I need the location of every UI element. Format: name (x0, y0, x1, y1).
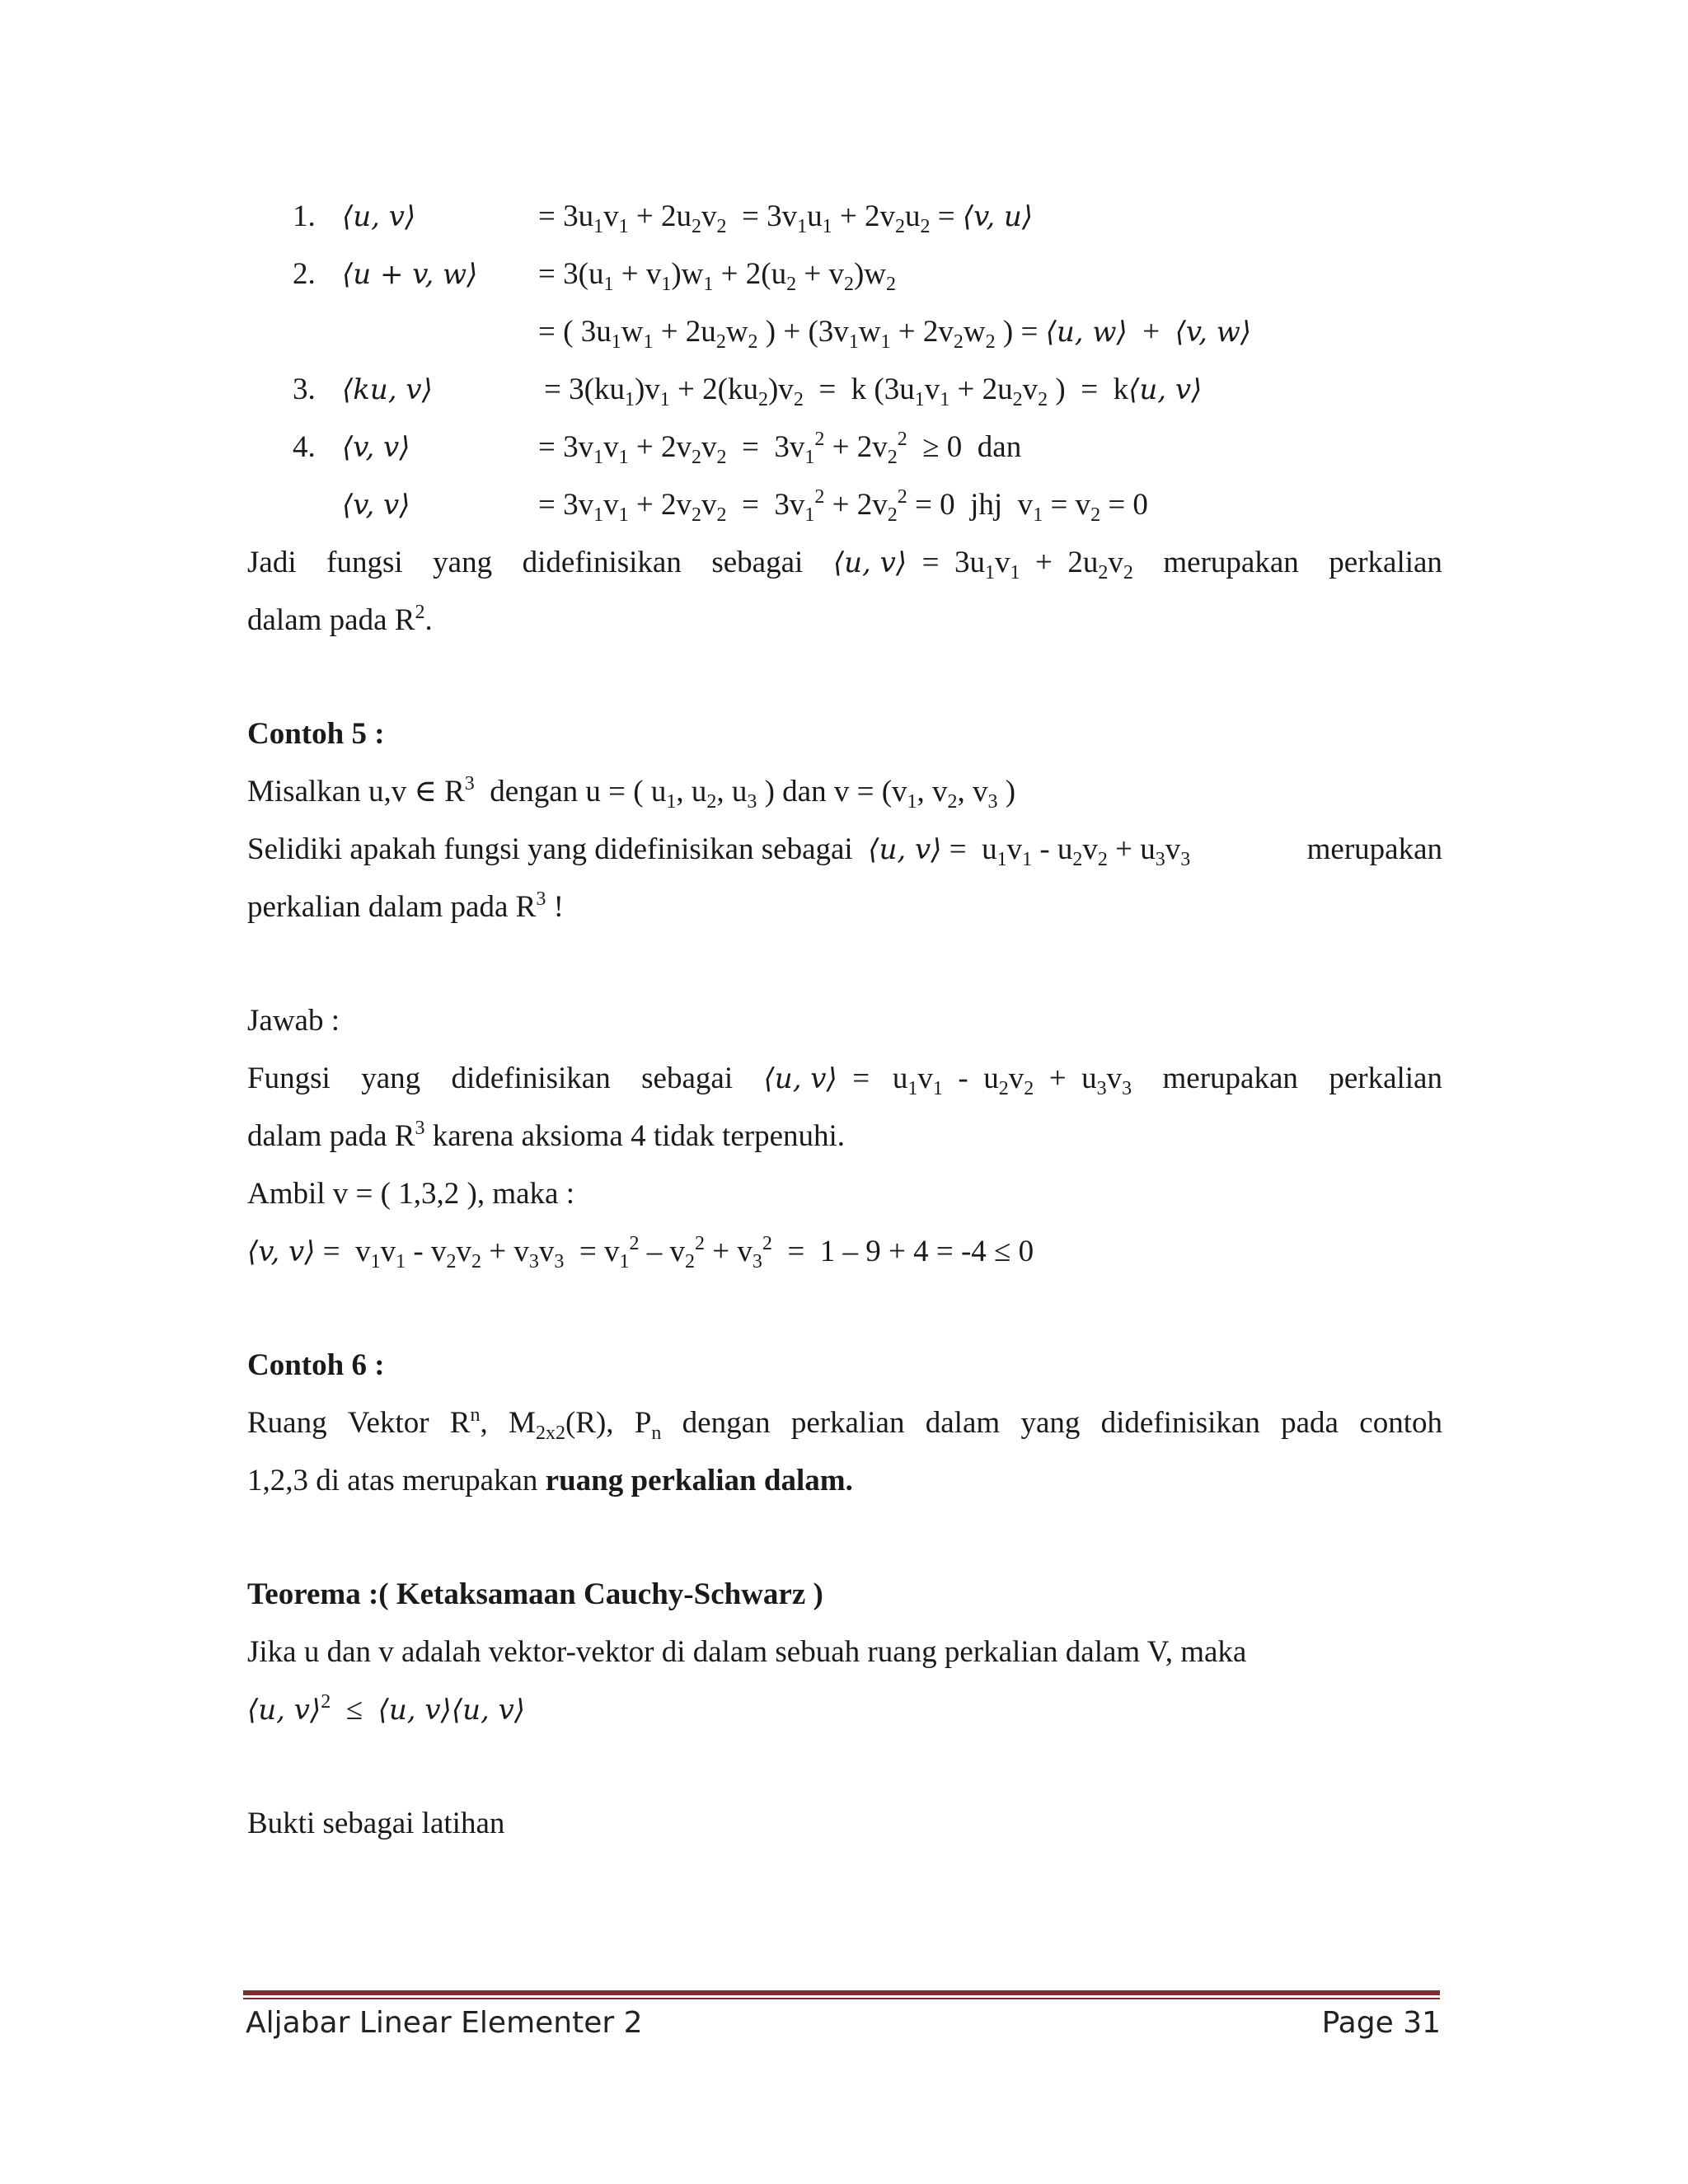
axiom-3-lhs-text: ⟨ku, v⟩ (342, 373, 433, 406)
contoh-6-heading-text: Contoh 6 : (247, 1348, 385, 1382)
teorema-heading-text: Teorema :( Ketaksamaan Cauchy-Schwarz ) (247, 1577, 823, 1611)
axiom-2-lhs (342, 255, 477, 293)
ambil-text: Ambil v = ( 1,3,2 ), maka : (247, 1177, 574, 1211)
contoh-5-jawab (247, 1002, 340, 1040)
conclusion-line-1 (247, 544, 1442, 582)
contoh-5-ambil (247, 1175, 574, 1213)
axiom-4b-lhs (342, 486, 410, 524)
axiom-number-2: 2. (293, 257, 316, 291)
footer-rule-thin (243, 1998, 1440, 1999)
contoh-6-line2: 1,2,3 di atas merupakan ruang perkalian dalam. (247, 1464, 853, 1497)
axiom-3-lhs (342, 371, 433, 409)
conclusion-word: yang (433, 546, 493, 579)
conclusion-word: fungsi (326, 546, 403, 579)
axiom-1-lhs (342, 198, 415, 236)
contoh-5-answer-line1: Fungsi yang didefinisikan sebagai ⟨u, v⟩ = $u_1v_1 - u_2v_2 + u_3v_3$ merupakan perkalian (247, 1062, 1442, 1099)
axiom-4b-rhs: = $3v_1v_1 + 2v_2v_2 = 3v_1^2 + 2v_2^2 = 0$ jhj $v_1 = v_2 = 0$ (538, 486, 1148, 526)
teorema-statement-text: Jika u dan v adalah vektor-vektor di dalam sebuah ruang perkalian dalam V, maka (247, 1635, 1247, 1669)
contoh-5-answer-line2: dalam pada $R^3$ karena aksioma 4 tidak terpenuhi. (247, 1118, 846, 1153)
contoh-5-counterexample: ⟨v, v⟩ = $v_1v_1 - v_2v_2 + v_3v_3 = v_1^2 - v_2^2 + v_3^2 = 1 - 9 + 4 = -4 \le 0$ (247, 1233, 1034, 1272)
contoh-5-heading (247, 715, 385, 753)
contoh-5-question-line1: Selidiki apakah fungsi yang didefinisikan sebagai ⟨u, v⟩ = $u_1v_1 - u_2v_2 + u_3v_3$ merupakan (247, 832, 1442, 870)
conclusion-line-2: dalam pada $R^2$. (247, 602, 433, 637)
conclusion-word: perkalian (1329, 546, 1442, 579)
axiom-number-3: 3. (293, 373, 316, 406)
contoh-5-question-line2: perkalian dalam pada $R^3$ ! (247, 888, 564, 924)
conclusion-word: Jadi (247, 546, 297, 579)
conclusion-text: dalam pada R (247, 603, 415, 637)
contoh-6-bold-phrase: ruang perkalian dalam. (545, 1464, 853, 1497)
axiom-4-lhs-text: ⟨v, v⟩ (342, 431, 410, 464)
axiom-4-rhs: = $3v_1v_1 + 2v_2v_2 = 3v_1^2 + 2v_2^2 \ge 0$ dan (538, 429, 1022, 468)
footer-rule-thick (243, 1990, 1440, 1995)
conclusion-word: sebagai (711, 546, 804, 579)
axiom-2-lhs-text: ⟨u + v, w⟩ (342, 258, 478, 291)
contoh-6-heading (247, 1347, 385, 1385)
conclusion-formula: ⟨u, v⟩ = $3u_1v_1 + 2u_2v_2$ (832, 546, 1133, 583)
bukti-line (247, 1805, 504, 1843)
axiom-4-lhs (342, 429, 410, 466)
axiom-2-rhs-line1: = $3(u_1 + v_1)w_1 + 2(u_2 + v_2)w_2$ (538, 257, 896, 295)
axiom-4b-lhs-text: ⟨v, v⟩ (342, 489, 410, 522)
contoh-5-heading-text: Contoh 5 : (247, 717, 385, 751)
teorema-statement (247, 1633, 1246, 1671)
footer-title: Aljabar Linear Elementer 2 (246, 2006, 643, 2040)
footer-page-number: Page 31 (1321, 2006, 1441, 2040)
axiom-number-1: 1. (293, 199, 316, 233)
axiom-3-rhs: = $3(ku_1)v_1 + 2(ku_2)v_2 = k$ ($3u_1v_1 + 2u_2v_2$ ) = k⟨u, v⟩ (544, 373, 1203, 410)
conclusion-word: didefinisikan (522, 546, 682, 579)
axiom-2-rhs-line2: = ( $3u_1w_1 + 2u_2w_2$ ) + ($3v_1w_1 + 2v_2w_2$ ) = ⟨u, w⟩ + ⟨v, w⟩ (538, 315, 1252, 353)
teorema-inequality: ⟨u, v⟩$^2$ ≤ ⟨u, v⟩⟨u, v⟩ (247, 1691, 526, 1727)
jawab-label: Jawab : (247, 1004, 340, 1038)
axiom-number-4: 4. (293, 430, 316, 464)
contoh-6-line1: Ruang Vektor $R^n$, $M_{2x2}(R)$, $P_n$ dengan perkalian dalam yang didefinisikan pada contoh (247, 1404, 1442, 1444)
axiom-1-rhs: = $3u_1v_1 + 2u_2v_2 = 3v_1u_1 + 2v_2u_2$ = ⟨v, u⟩ (538, 199, 1034, 237)
contoh-5-setup: Misalkan u,v ∈ $R^3$ dengan u = ( $u_1$, $u_2$, $u_3$ ) dan $v = (v_1$, $v_2$, $v_3$ ) (247, 773, 1016, 813)
axiom-1-lhs-text: ⟨u, v⟩ (342, 200, 416, 233)
teorema-heading (247, 1576, 823, 1614)
conclusion-word: merupakan (1163, 546, 1299, 579)
bukti-text: Bukti sebagai latihan (247, 1807, 505, 1840)
